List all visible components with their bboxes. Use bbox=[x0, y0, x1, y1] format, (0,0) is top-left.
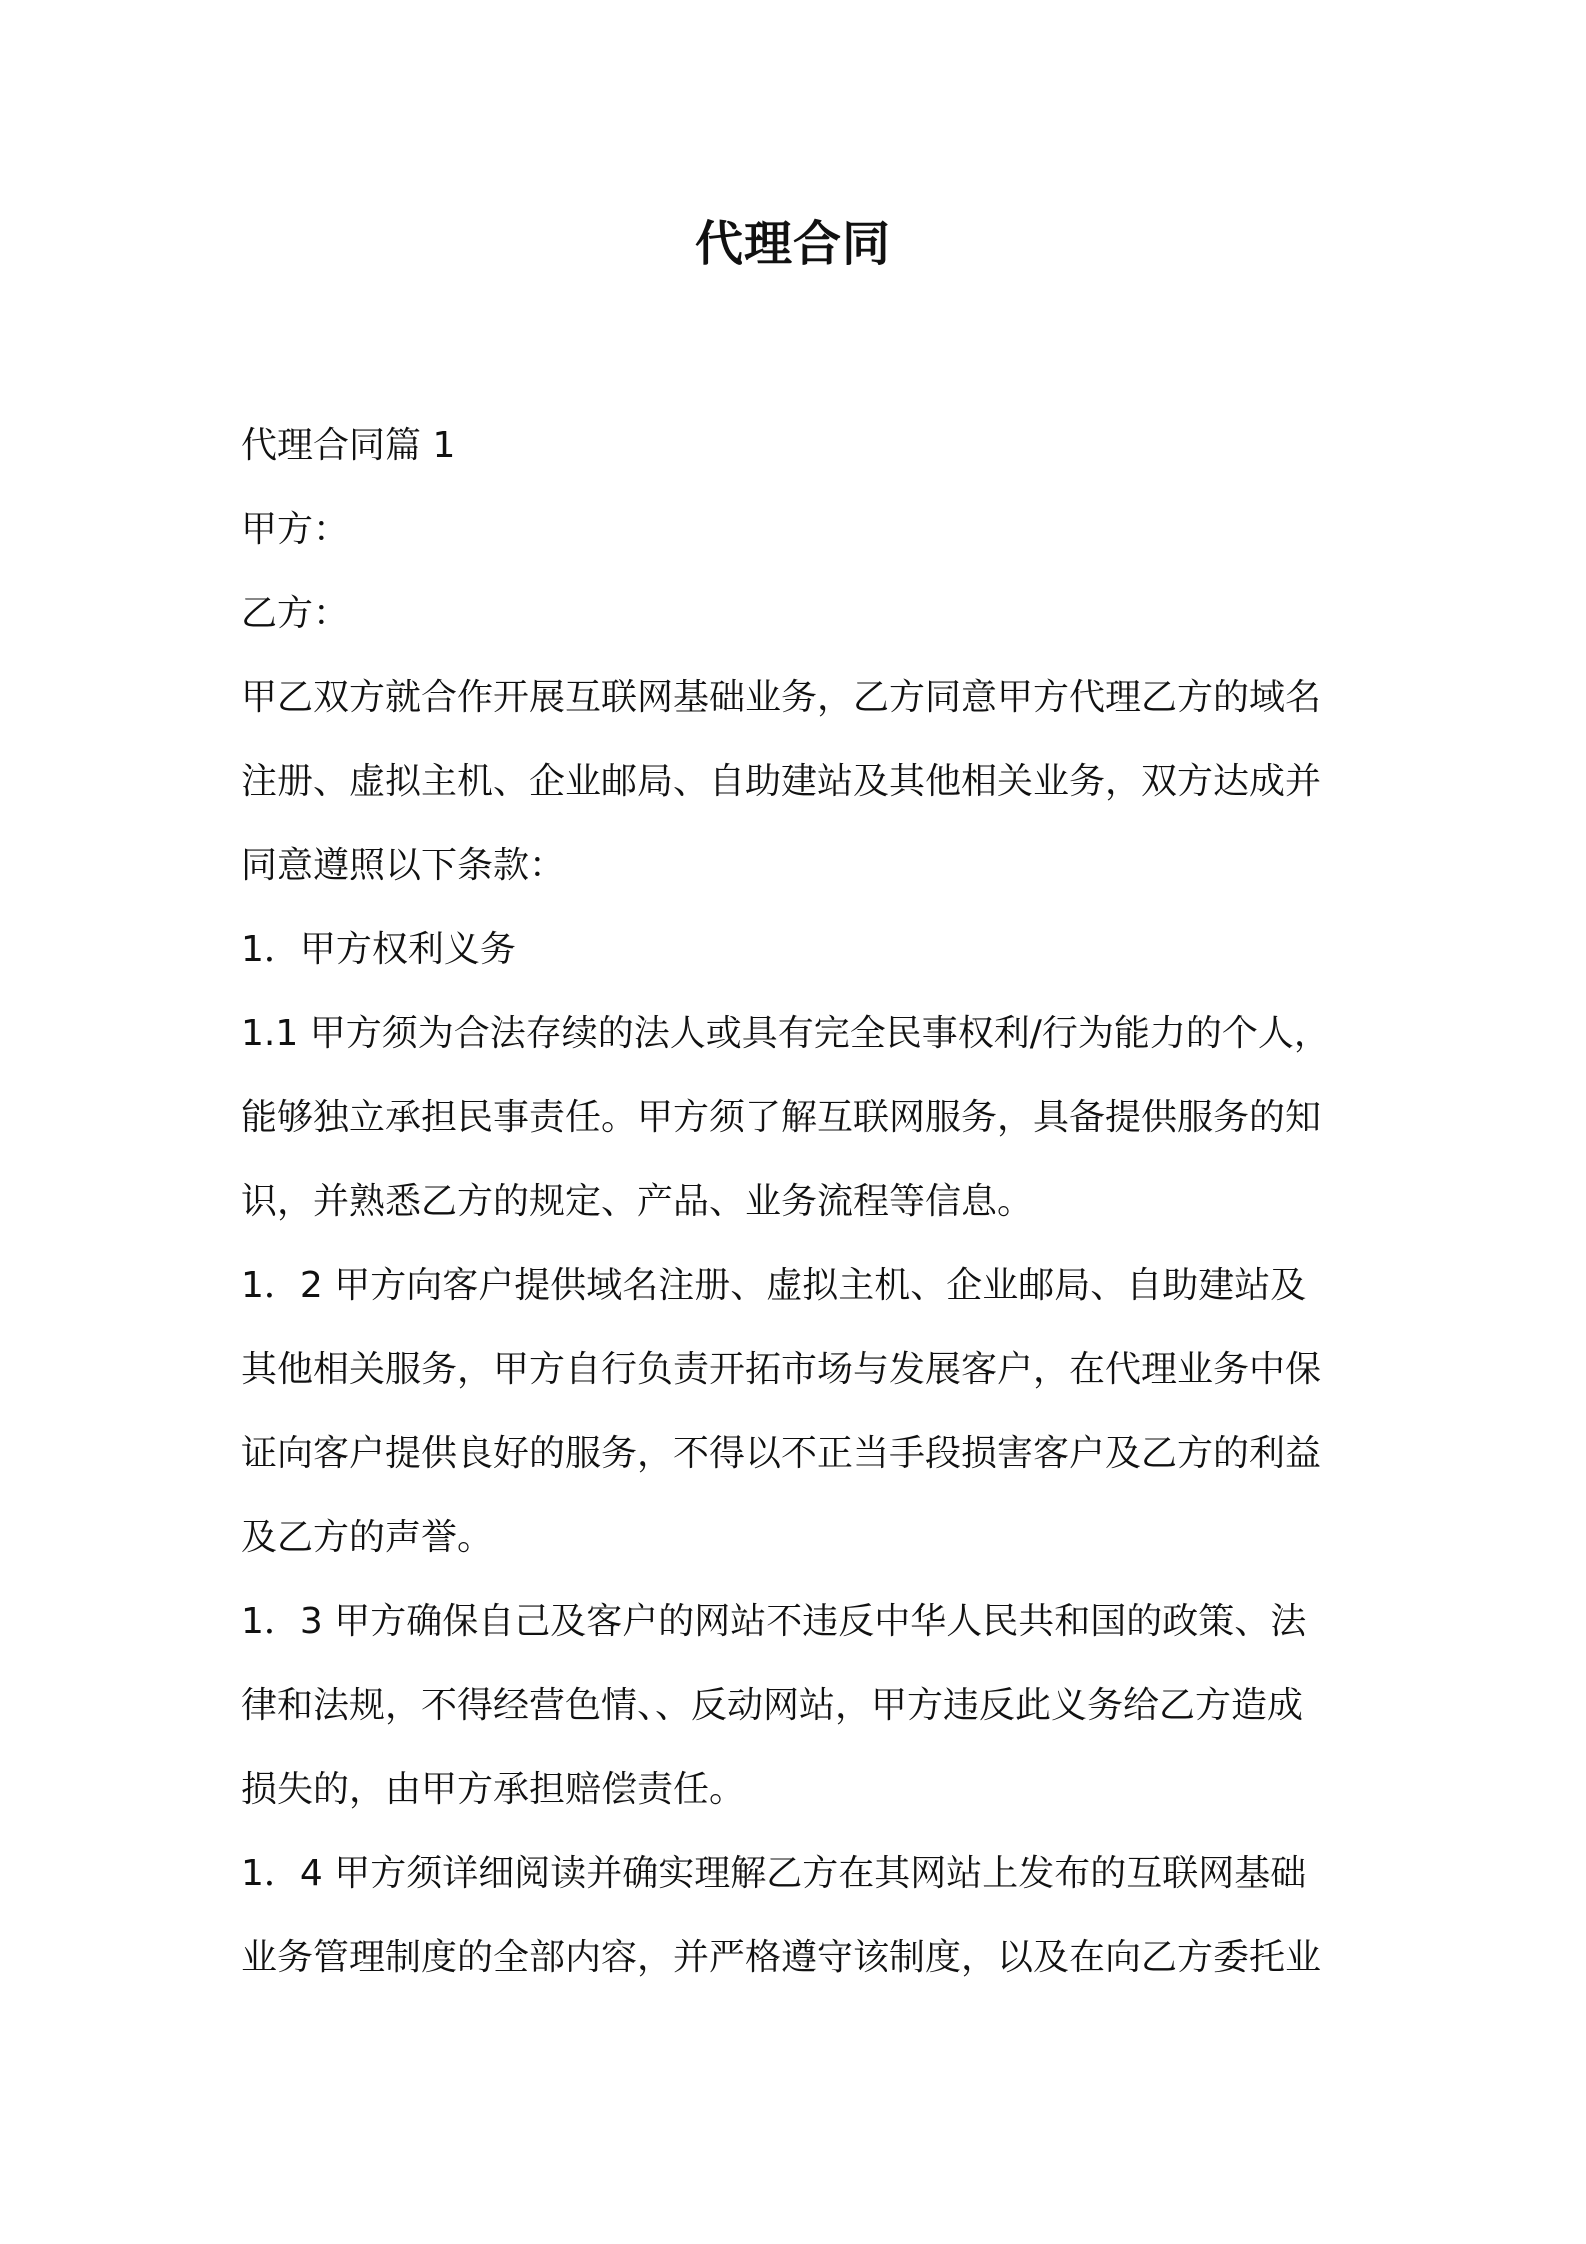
paragraph-line: 同意遵照以下条款： bbox=[241, 845, 566, 886]
paragraph-line: 其他相关服务，甲方自行负责开拓市场与发展客户，在代理业务中保 bbox=[241, 1349, 1322, 1390]
document-title: 代理合同 bbox=[694, 216, 891, 272]
paragraph-line: 1.1 甲方须为合法存续的法人或具有完全民事权利/行为能力的个人， bbox=[241, 1013, 1330, 1054]
paragraph-line: 及乙方的声誉。 bbox=[241, 1517, 494, 1558]
document-body bbox=[241, 404, 1361, 2000]
paragraph-line: 业务管理制度的全部内容，并严格遵守该制度，以及在向乙方委托业 bbox=[241, 1937, 1322, 1978]
paragraph-line: 1．2 甲方向客户提供域名注册、虚拟主机、企业邮局、自助建站及 bbox=[241, 1265, 1307, 1306]
paragraph-line: 律和法规，不得经营色情、、反动网站，甲方违反此义务给乙方造成 bbox=[241, 1685, 1304, 1726]
paragraph-line: 1．4 甲方须详细阅读并确实理解乙方在其网站上发布的互联网基础 bbox=[241, 1853, 1307, 1894]
party-a-line: 甲方： bbox=[241, 509, 350, 550]
paragraph-line: 证向客户提供良好的服务，不得以不正当手段损害客户及乙方的利益 bbox=[241, 1433, 1322, 1474]
section-heading: 代理合同篇 1 bbox=[241, 425, 456, 466]
paragraph-line: 甲乙双方就合作开展互联网基础业务，乙方同意甲方代理乙方的域名 bbox=[241, 677, 1322, 718]
paragraph-line: 1．3 甲方确保自己及客户的网站不违反中华人民共和国的政策、法 bbox=[241, 1601, 1307, 1642]
paragraph-line: 注册、虚拟主机、企业邮局、自助建站及其他相关业务，双方达成并 bbox=[241, 761, 1322, 802]
paragraph-line: 能够独立承担民事责任。甲方须了解互联网服务，具备提供服务的知 bbox=[241, 1097, 1322, 1138]
paragraph-line: 损失的，由甲方承担赔偿责任。 bbox=[241, 1769, 746, 1810]
paragraph-line: 识，并熟悉乙方的规定、产品、业务流程等信息。 bbox=[241, 1181, 1034, 1222]
party-b-line: 乙方： bbox=[241, 593, 350, 634]
clause-heading: 1．甲方权利义务 bbox=[241, 929, 516, 970]
